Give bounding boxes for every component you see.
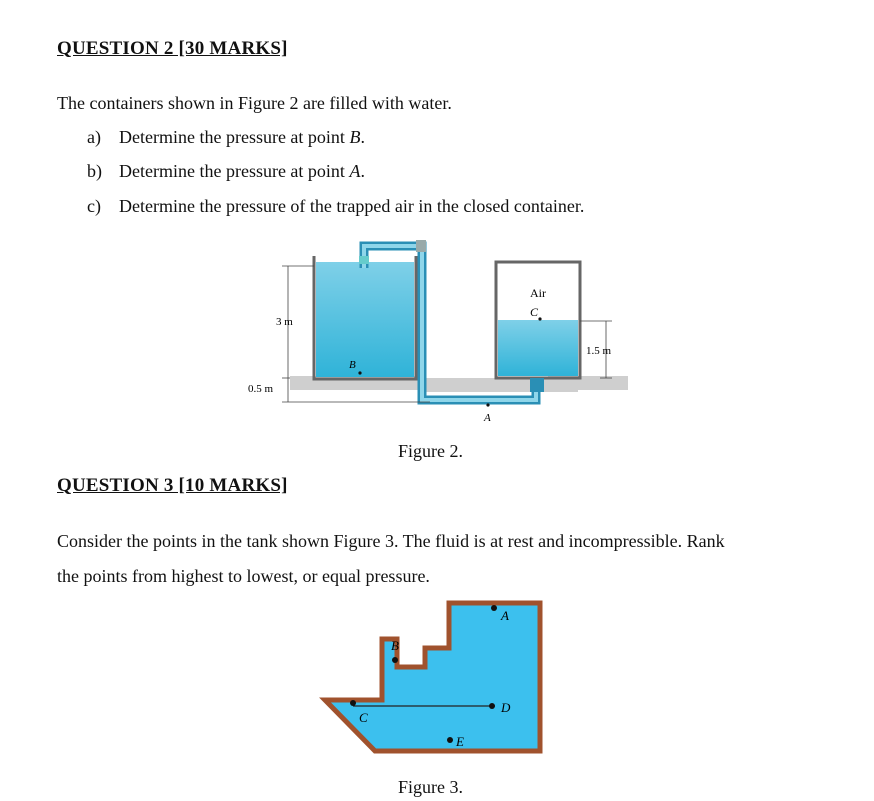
point-a-dot [491,605,497,611]
item-point: B [349,127,361,147]
item-text: Determine the pressure at point [119,161,350,181]
question-2-item-a [87,127,365,148]
tank-outline [325,603,540,751]
point-c-label: C [530,305,539,319]
point-b-label: B [349,359,356,371]
question-2-item-c [87,196,584,217]
item-label: b) [87,161,102,181]
right-tank-water [498,320,578,376]
item-end: . [360,161,365,181]
point-a-label: A [501,608,509,623]
figure-2-caption: Figure 2. [398,441,463,461]
item-label: a) [87,127,101,147]
point-e-label: E [456,734,464,749]
left-tank-water [316,262,414,377]
air-label: Air [530,286,546,300]
dim-05m-label: 0.5 m [248,383,274,395]
item-label: c) [87,196,101,216]
point-d-label: D [501,700,511,715]
point-c-label: C [359,710,368,725]
item-end: . [360,127,365,147]
point-b-dot [358,371,361,374]
point-b-label: B [391,638,399,653]
question-2-item-b [87,161,365,182]
item-point: A [349,161,361,181]
point-a-label: A [484,412,491,424]
dim-3m-label: 3 m [276,316,293,328]
question-3-heading: QUESTION 3 [10 MARKS] [57,475,288,496]
dim-15m-label: 1.5 m [586,345,612,357]
point-e-dot [447,737,453,743]
question-3-body-line2: the points from highest to lowest, or equal pressure. [57,566,430,586]
figure-3-caption: Figure 3. [398,777,463,797]
figure-2-diagram [230,232,650,432]
point-c-dot [350,700,356,706]
point-d-dot [489,703,495,709]
question-2-intro: The containers shown in Figure 2 are filled with water. [57,93,452,113]
question-3-body-line1: Consider the points in the tank shown Figure 3. The fluid is at rest and incompressible. Rank [57,531,725,551]
figure-3-tank-diagram [315,596,550,761]
item-text: Determine the pressure at point [119,127,350,147]
question-2-heading: QUESTION 2 [30 MARKS] [57,38,288,59]
point-c-dot [538,317,541,320]
item-text: Determine the pressure of the trapped air in the closed container. [119,196,585,216]
point-a-dot [486,403,489,406]
point-b-dot [392,657,398,663]
